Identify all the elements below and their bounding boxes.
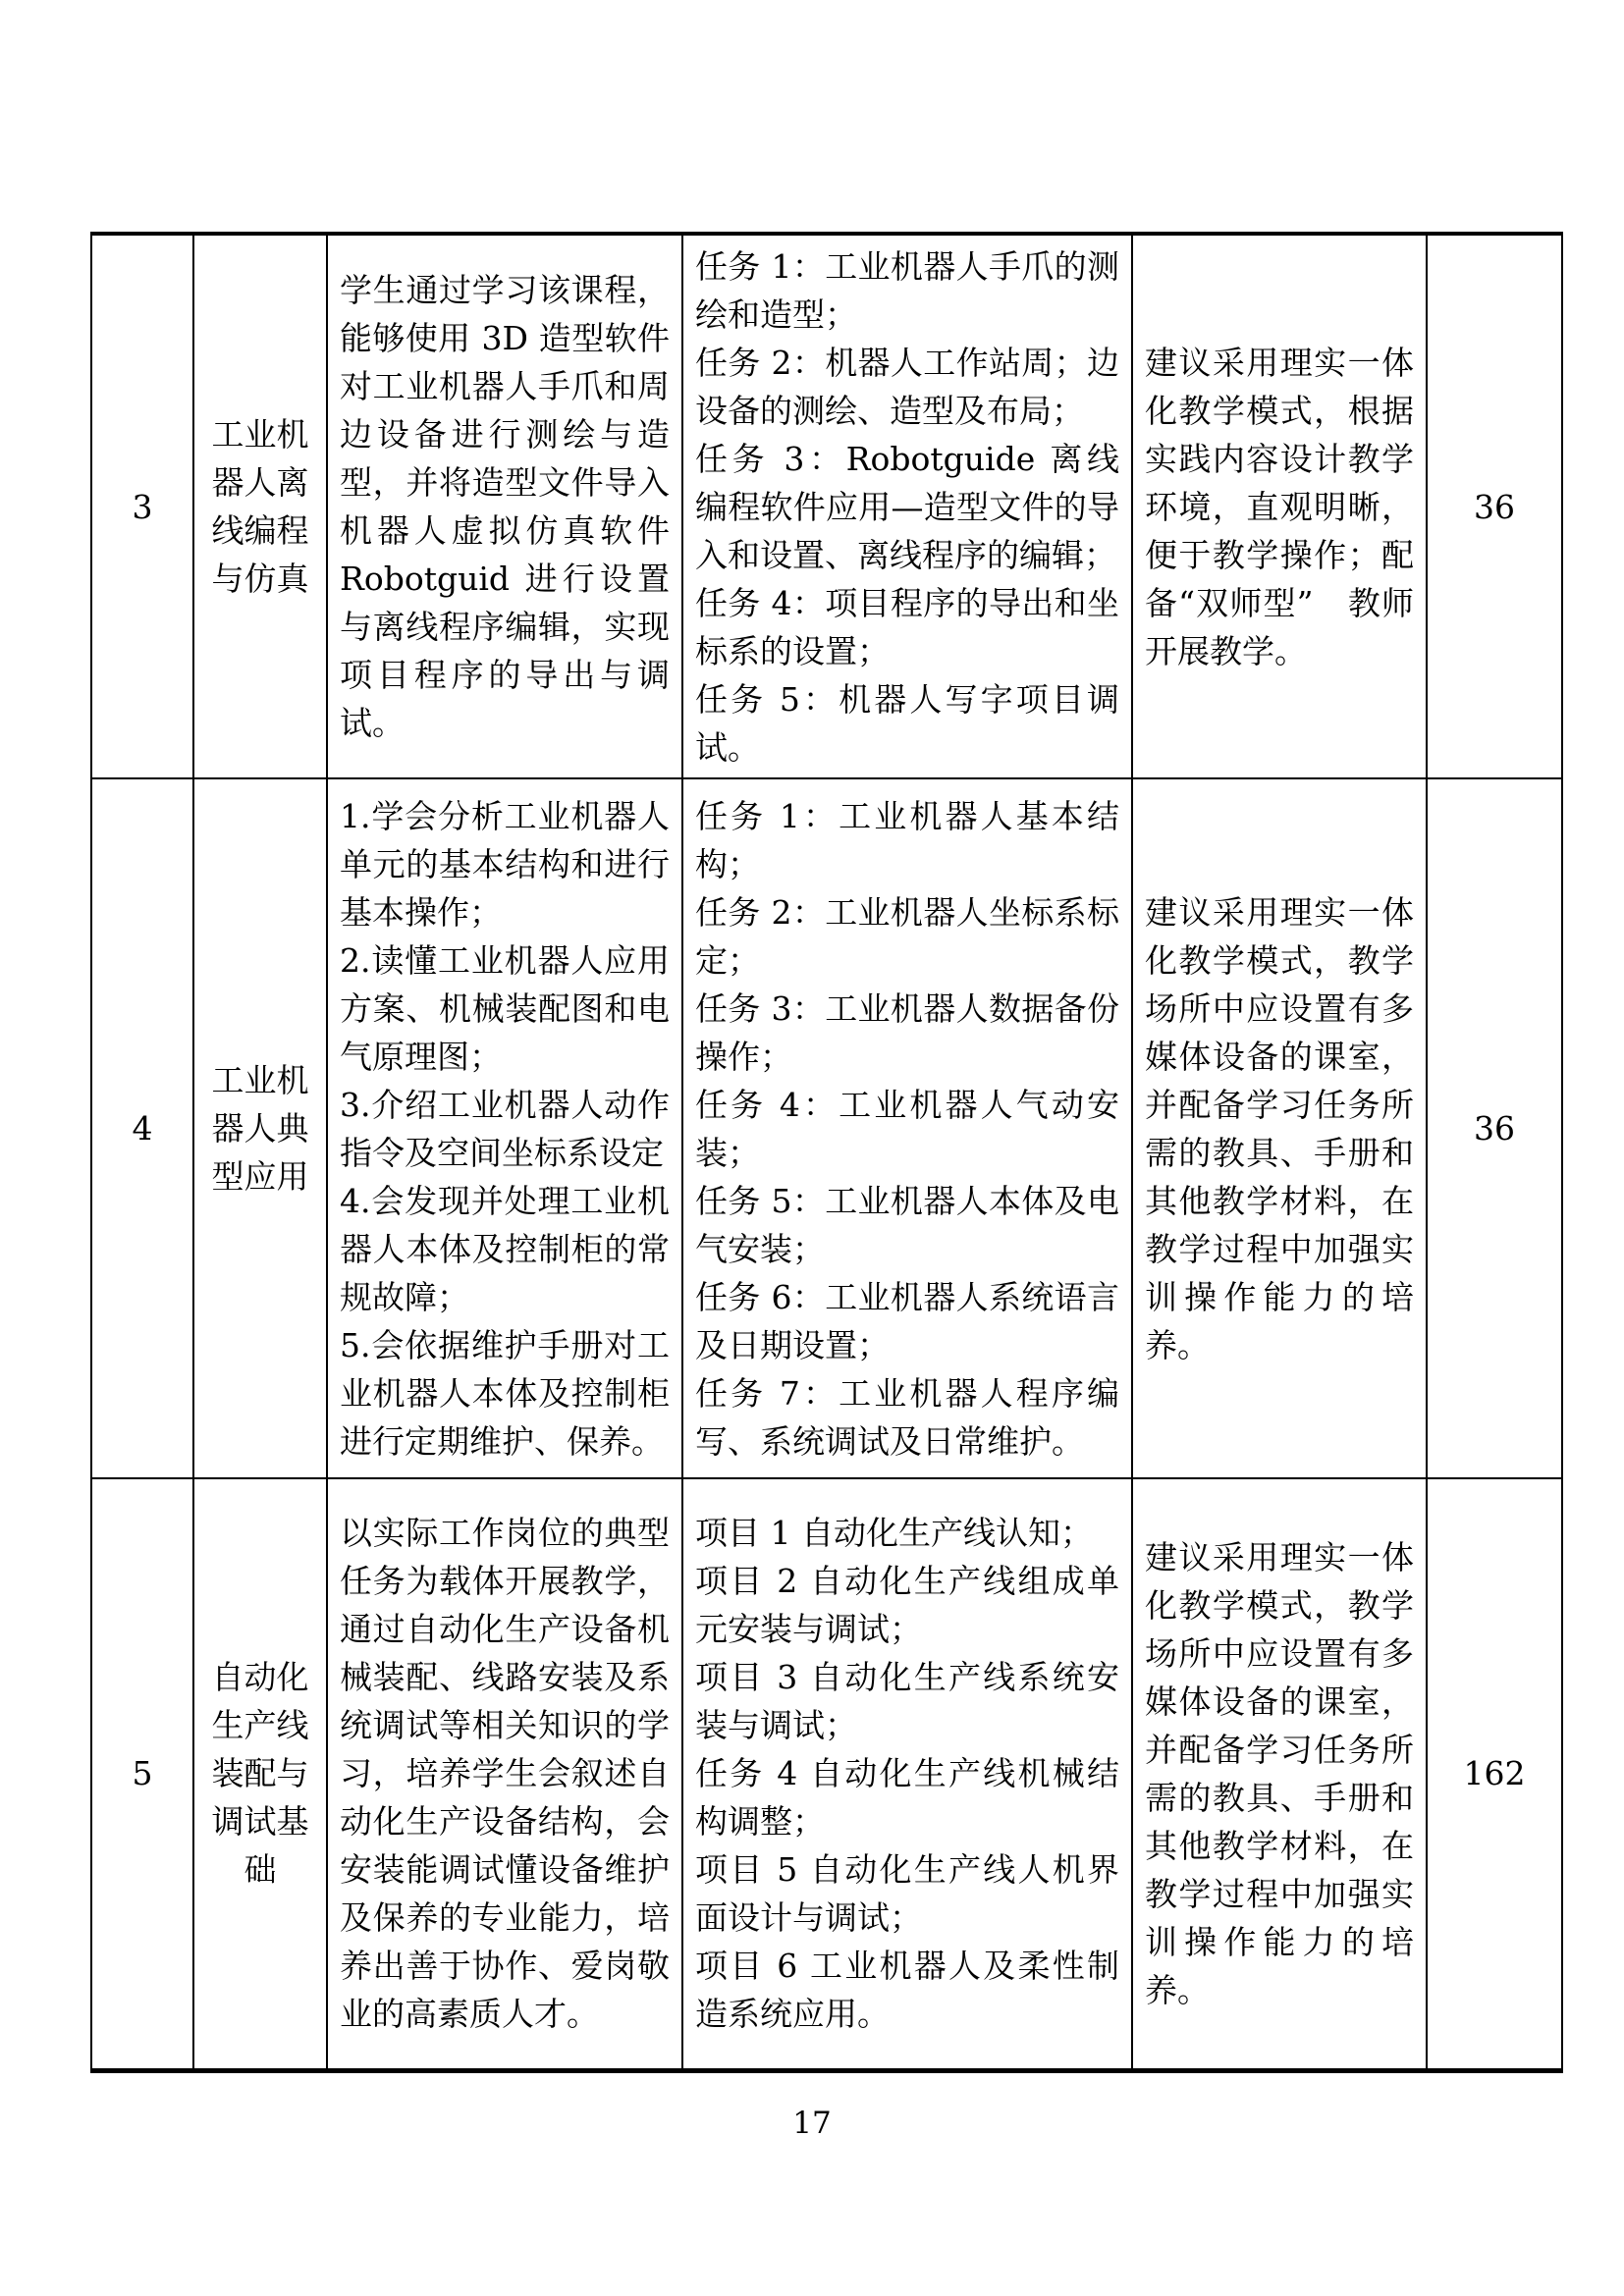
table-row-course-5 <box>91 1478 1562 2070</box>
objective-text: 以实际工作岗位的典型任务为载体开展教学，通过自动化生产设备机械装配、线路安装及系统调试等相关知识的学习，培养学生会叙述自动化生产设备结构，会安装能调试懂设备维护及保养的专业能力，培养出善于协作、爱岗敬业的高素质人才。 <box>340 1514 670 2034</box>
row-number-cell <box>91 1478 193 2070</box>
course-name-cell <box>193 234 327 778</box>
task-item: 项目 1 自动化生产线认知； <box>695 1514 1093 1553</box>
hours-value: 36 <box>1474 487 1515 526</box>
hours-cell <box>1427 778 1562 1478</box>
objective-text: 学生通过学习该课程，能够使用 3D 造型软件对工业机器人手爪和周边设备进行测绘与造型，并将造型文件导入机器人虚拟仿真软件 Robotguid 进行设置与离线程序编辑，实现项目程序的导出与调试。 <box>340 271 670 742</box>
course-name-cell <box>193 778 327 1478</box>
course-objective-cell <box>327 234 682 778</box>
course-objective-cell <box>327 1478 682 2070</box>
suggestion-text: 建议采用理实一体化教学模式，教学场所中应设置有多媒体设备的课室，并配备学习任务所需的教具、手册和其他教学材料，在教学过程中加强实训操作能力的培养。 <box>1145 1537 1414 2009</box>
teaching-suggestion-cell <box>1132 1478 1427 2070</box>
table-row-course-3 <box>91 234 1562 778</box>
task-item: 任务 3：工业机器人数据备份操作； <box>695 988 1119 1076</box>
course-name: 工业机器人典型应用 <box>211 1061 309 1196</box>
objective-item: 3.介绍工业机器人动作指令及空间坐标系设定 <box>340 1085 670 1172</box>
row-number-cell <box>91 234 193 778</box>
table-row-course-4 <box>91 778 1562 1478</box>
row-number: 5 <box>132 1754 153 1793</box>
task-item: 项目 3 自动化生产线系统安装与调试； <box>695 1658 1119 1745</box>
course-name-cell <box>193 1478 327 2070</box>
task-item: 任务 5：机器人写字项目调试。 <box>695 679 1119 767</box>
course-tasks-cell <box>682 234 1132 778</box>
row-number: 3 <box>132 487 153 526</box>
hours-value: 162 <box>1463 1754 1526 1793</box>
teaching-suggestion-cell <box>1132 778 1427 1478</box>
task-item: 任务 1：工业机器人基本结构； <box>695 796 1119 883</box>
task-item: 任务 5：工业机器人本体及电气安装； <box>695 1181 1119 1268</box>
task-item: 项目 6 工业机器人及柔性制造系统应用。 <box>695 1947 1119 2034</box>
row-number: 4 <box>132 1109 153 1148</box>
objective-item: 2.读懂工业机器人应用方案、机械装配图和电气原理图； <box>340 940 670 1076</box>
teaching-suggestion-cell <box>1132 234 1427 778</box>
course-table <box>90 232 1563 2073</box>
task-item: 任务 3：Robotguide 离线编程软件应用—造型文件的导入和设置、离线程序的编辑； <box>695 439 1119 574</box>
objective-item: 5.会依据维护手册对工业机器人本体及控制柜进行定期维护、保养。 <box>340 1325 670 1461</box>
task-item: 任务 6：工业机器人系统语言及日期设置； <box>695 1277 1119 1364</box>
hours-cell <box>1427 234 1562 778</box>
hours-cell <box>1427 1478 1562 2070</box>
page-number: 17 <box>792 2106 832 2141</box>
course-name: 工业机器人离线编程与仿真 <box>211 415 309 598</box>
task-item: 项目 5 自动化生产线人机界面设计与调试； <box>695 1850 1119 1938</box>
suggestion-text: 建议采用理实一体化教学模式，教学场所中应设置有多媒体设备的课室，并配备学习任务所需的教具、手册和其他教学材料，在教学过程中加强实训操作能力的培养。 <box>1145 892 1414 1364</box>
objective-item: 1.学会分析工业机器人单元的基本结构和进行基本操作； <box>340 796 670 932</box>
task-item: 任务 7：工业机器人程序编写、系统调试及日常维护。 <box>695 1373 1119 1461</box>
row-number-cell <box>91 778 193 1478</box>
suggestion-text: 建议采用理实一体化教学模式，根据实践内容设计教学环境，直观明晰，便于教学操作；配备“双师型” 教师开展教学。 <box>1145 343 1414 670</box>
course-objective-cell <box>327 778 682 1478</box>
course-tasks-cell <box>682 1478 1132 2070</box>
task-item: 任务 1：工业机器人手爪的测绘和造型； <box>695 246 1119 334</box>
task-item: 任务 2：工业机器人坐标系标定； <box>695 892 1119 980</box>
hours-value: 36 <box>1474 1109 1515 1148</box>
course-tasks-cell <box>682 778 1132 1478</box>
course-name: 自动化生产线装配与调试基础 <box>211 1658 309 1890</box>
task-item: 任务 2：机器人工作站周；边设备的测绘、造型及布局； <box>695 343 1119 430</box>
objective-item: 4.会发现并处理工业机器人本体及控制柜的常规故障； <box>340 1181 670 1316</box>
task-item: 任务 4：项目程序的导出和坐标系的设置； <box>695 583 1119 670</box>
task-item: 任务 4：工业机器人气动安装； <box>695 1085 1119 1172</box>
task-item: 任务 4 自动化生产线机械结构调整； <box>695 1754 1119 1842</box>
task-item: 项目 2 自动化生产线组成单元安装与调试； <box>695 1562 1119 1649</box>
